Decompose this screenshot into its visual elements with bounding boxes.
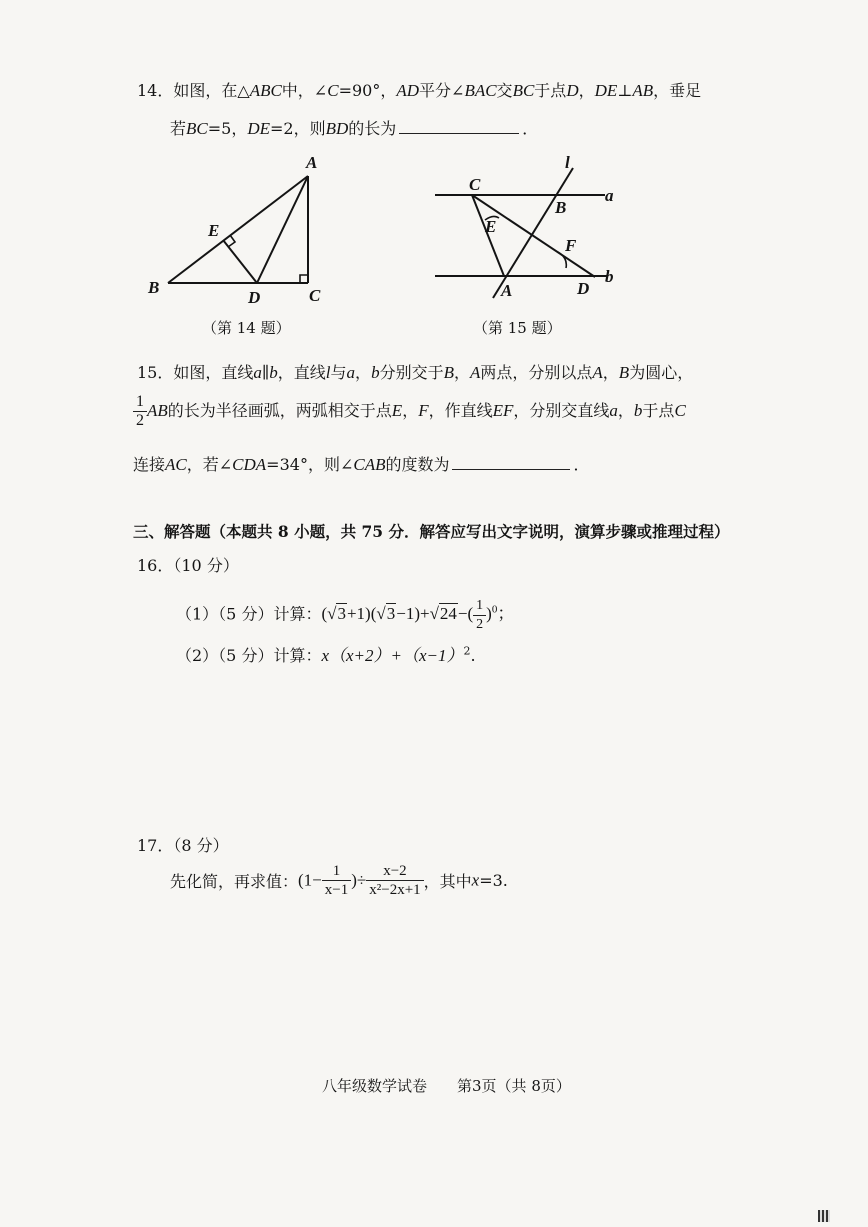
label-a: A	[306, 153, 318, 172]
label-f: F	[565, 236, 577, 255]
qr-code-icon	[818, 1210, 830, 1222]
caption-14: （第 14 题）	[202, 319, 291, 337]
q16-part2: （2）（5 分）计算：$x(x+2)+(x-1)^2$.	[176, 644, 476, 665]
segment-ab	[168, 176, 308, 283]
segment-ad	[257, 176, 308, 283]
label-line-l: l	[565, 153, 570, 172]
label-a: A	[501, 281, 513, 300]
q16-header: 16．（10 分）	[137, 556, 239, 575]
figure-15	[425, 150, 625, 310]
fraction-half: $\frac{1}{2}$	[133, 393, 147, 430]
right-angle-c	[300, 275, 308, 283]
q14-line2: 若BC=5，DE=2，则BD的长为 ．	[170, 119, 539, 138]
q16-part1: （1）（5 分）计算：(√3+1)(√3−1)+√24−( $\frac{1}{2}$ )$^0$；	[176, 598, 515, 632]
label-d: D	[577, 279, 590, 298]
label-d: D	[248, 288, 261, 307]
section-3-heading: 三、解答题（本题共 8 小题，共 75 分．解答应写出文字说明，演算步骤或推理过程）	[133, 522, 730, 541]
q15-line3: 连接AC，若∠CDA=34°，则∠CAB的度数为 ．	[133, 455, 590, 474]
label-c: C	[309, 286, 321, 305]
line-ef	[472, 195, 595, 277]
q17-body: 先化简，再求值：(1− $\frac{1}{x-1}$ )÷ $\frac{x-2}{\text{x²−2x+1}}$ ，其中x=3.	[170, 863, 508, 898]
label-b: B	[148, 278, 160, 297]
q15-answer-blank	[452, 468, 570, 470]
label-c: C	[469, 175, 481, 194]
figure-14	[140, 150, 350, 310]
q17-header: 17．（8 分）	[137, 836, 229, 855]
page-footer: 八年级数学试卷 第3页（共 8页）	[322, 1077, 571, 1095]
q14-line1: 14．如图，在△ABC中，∠C=90°，AD平分∠BAC交BC于点D，DE⊥AB，垂足	[137, 81, 702, 100]
label-line-b: b	[605, 267, 614, 286]
line-l	[493, 168, 573, 298]
label-e: E	[485, 217, 497, 236]
label-line-a: a	[605, 186, 614, 205]
label-b: B	[555, 198, 567, 217]
q14-answer-blank	[399, 132, 519, 134]
q15-line1: 15．如图，直线a∥b，直线l与a，b分别交于B，A两点，分别以点A，B为圆心，	[137, 363, 694, 382]
label-e: E	[208, 221, 220, 240]
caption-15: （第 15 题）	[473, 319, 562, 337]
q15-line2: $\frac{1}{2}$ AB的长为半径画弧，两弧相交于点E，F，作直线EF，分别交直线a，b于点C	[133, 393, 686, 430]
